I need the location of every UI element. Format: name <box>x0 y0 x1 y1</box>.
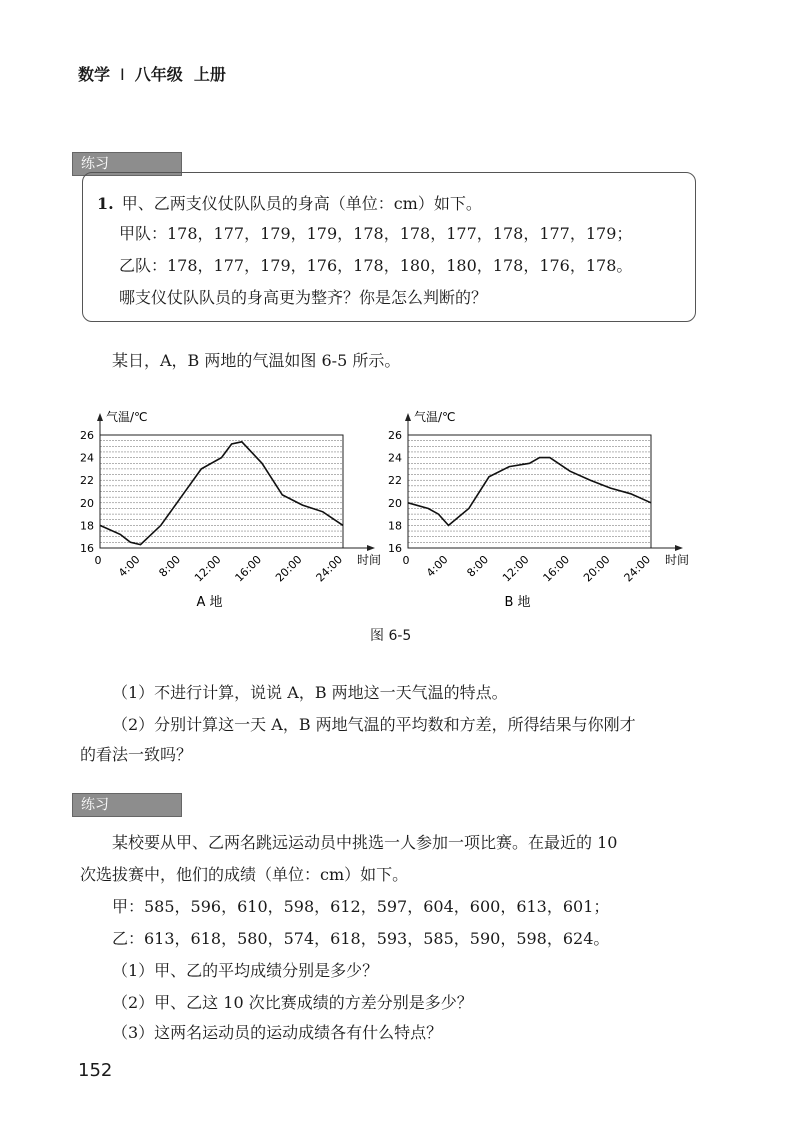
jia-scores: 甲：585，596，610，598，612，597，604，600，613，601； <box>112 897 610 916</box>
x-tick-label: 24:00 <box>621 552 654 585</box>
section2-q2: （2）甲、乙这 10 次比赛成绩的方差分别是多少？ <box>112 993 473 1012</box>
x-tick-label: 0 <box>94 554 102 567</box>
page-header <box>78 62 226 85</box>
x-tick-label: 20:00 <box>273 552 305 585</box>
question-number: 1. <box>97 194 114 213</box>
x-axis-arrow <box>675 545 683 551</box>
temperature-line <box>100 442 343 545</box>
discussion-q2-line2: 的看法一致吗？ <box>80 745 193 764</box>
section-badge: 练习 <box>72 152 182 176</box>
y-tick-label: 26 <box>388 429 402 442</box>
y-tick-label: 22 <box>388 474 402 488</box>
intro-text: 某日，A，B 两地的气温如图 6-5 所示。 <box>112 351 401 370</box>
y-tick-label: 18 <box>388 519 402 533</box>
x-tick-label: 12:00 <box>192 552 224 585</box>
x-tick-label: 8:00 <box>464 552 492 580</box>
team-a-heights: 甲队：178，177，179，179，178，178，177，178，177，179； <box>119 224 633 243</box>
x-tick-label: 16:00 <box>540 552 573 585</box>
y-tick-label: 20 <box>388 496 402 510</box>
chart-title: B 地 <box>504 595 531 610</box>
yi-scores: 乙：613，618，580，574，618，593，585，590，598，624。 <box>112 929 610 948</box>
discussion-q2-line1: （2）分别计算这一天 A，B 两地气温的平均数和方差，所得结果与你刚才 <box>112 715 636 734</box>
y-tick-label: 16 <box>388 542 402 555</box>
y-axis-arrow <box>97 413 103 421</box>
y-tick-label: 26 <box>80 429 94 442</box>
y-axis-arrow <box>405 413 411 421</box>
x-tick-label: 0 <box>402 554 410 567</box>
question-ask: 哪支仪仗队队员的身高更为整齐？你是怎么判断的？ <box>119 288 488 307</box>
y-tick-label: 18 <box>80 519 94 533</box>
exercise-box <box>82 172 696 322</box>
y-axis-label: 气温/℃ <box>106 410 148 424</box>
question-text: 甲、乙两支仪仗队队员的身高（单位：cm）如下。 <box>121 194 482 213</box>
x-axis-label: 时间 <box>357 553 382 567</box>
chart-b <box>388 409 689 610</box>
x-axis-label: 时间 <box>665 553 690 567</box>
y-tick-label: 24 <box>80 451 94 465</box>
section2-q3: （3）这两名运动员的运动成绩各有什么特点？ <box>112 1023 443 1042</box>
x-tick-label: 12:00 <box>500 552 532 585</box>
subject-label: 数学 <box>78 65 111 84</box>
question-1 <box>97 191 482 214</box>
figure-caption: 图 6-5 <box>370 628 412 644</box>
x-axis-arrow <box>367 545 375 551</box>
section2-para2: 次选拔赛中，他们的成绩（单位：cm）如下。 <box>80 865 409 884</box>
x-tick-label: 16:00 <box>232 552 265 585</box>
team-b-heights: 乙队：178，177，179，176，178，180，180，178，176，178。 <box>119 256 633 275</box>
y-tick-label: 16 <box>80 542 94 555</box>
x-tick-label: 4:00 <box>423 552 451 580</box>
section2-q1: （1）甲、乙的平均成绩分别是多少？ <box>112 961 379 980</box>
volume-label: 上册 <box>193 65 226 84</box>
chart-title: A 地 <box>196 595 223 610</box>
x-tick-label: 20:00 <box>581 552 613 585</box>
discussion-q1: （1）不进行计算，说说 A，B 两地这一天气温的特点。 <box>112 683 508 702</box>
y-axis-label: 气温/℃ <box>414 410 456 424</box>
y-tick-label: 20 <box>80 496 94 510</box>
x-tick-label: 8:00 <box>156 552 184 580</box>
x-tick-label: 24:00 <box>313 552 346 585</box>
chart-a <box>80 409 381 610</box>
header-separator: I <box>120 65 125 84</box>
y-tick-label: 22 <box>80 474 94 488</box>
page-number: 152 <box>78 1060 113 1081</box>
temperature-charts <box>68 400 708 650</box>
y-tick-label: 24 <box>388 451 402 465</box>
section2-para1: 某校要从甲、乙两名跳远运动员中挑选一人参加一项比赛。在最近的 10 <box>112 833 618 852</box>
grade-label: 八年级 <box>134 65 183 84</box>
section-badge-2: 练习 <box>72 793 182 817</box>
x-tick-label: 4:00 <box>115 552 143 580</box>
